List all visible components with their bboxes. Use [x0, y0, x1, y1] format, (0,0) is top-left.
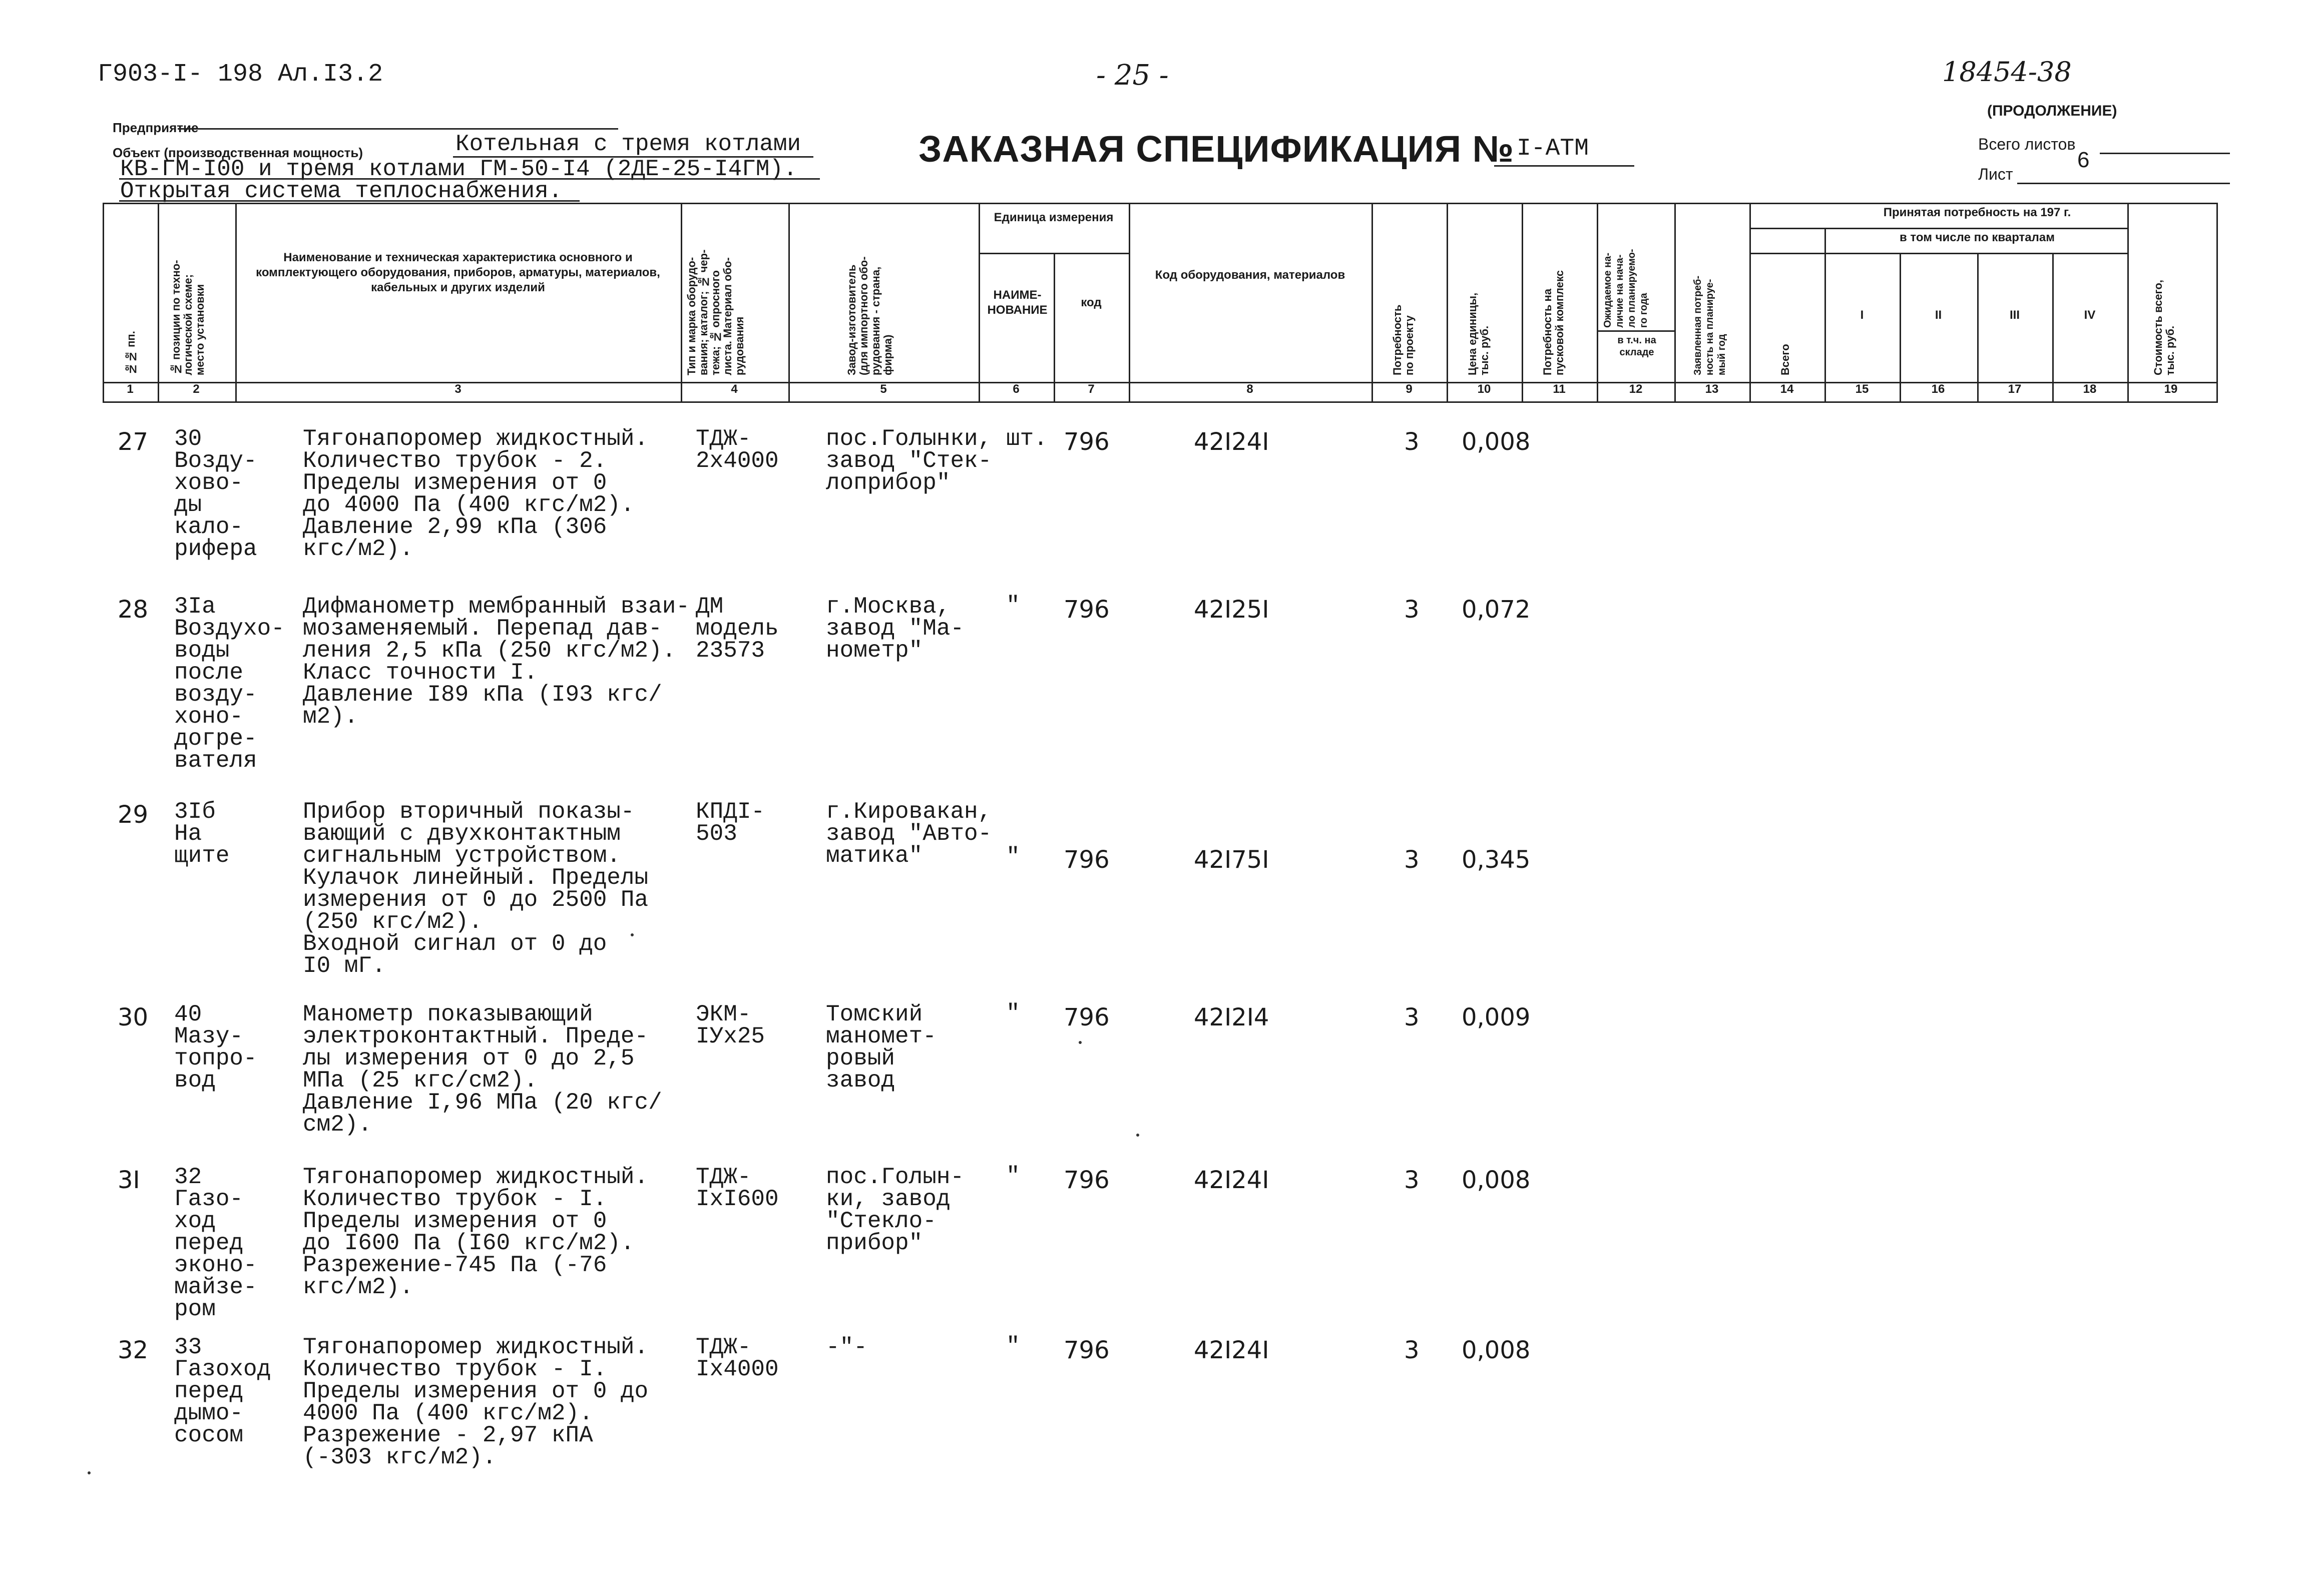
col-divider — [681, 203, 682, 401]
sheet-value: 6 — [2077, 148, 2090, 172]
col-divider — [1749, 203, 1751, 401]
col-header-unit-name: НАИМЕ- НОВАНИЕ — [987, 288, 1048, 317]
object-line-2: КВ-ГМ-I00 и тремя котлами ГМ-50-I4 (2ДЕ-25-I4ГМ). — [120, 156, 797, 182]
cell-n: 32 — [118, 1336, 149, 1364]
column-index-1: 1 — [127, 382, 134, 396]
column-index-17: 17 — [2008, 382, 2022, 396]
cell-name: Тягонапоромер жидкостный. Количество трубок - 2. Пределы измерения от 0 до 4000 Па (400 кгс/м2). Давление 2,99 кПа (306 кгс/м2). — [303, 426, 649, 562]
col-divider — [2127, 203, 2129, 401]
cell-unit-code: 796 — [1064, 1003, 1110, 1031]
cell-code: 42I24I — [1194, 1336, 1269, 1364]
page-title: ЗАКАЗНАЯ СПЕЦИФИКАЦИЯ № — [918, 128, 1515, 170]
col-divider — [158, 203, 159, 401]
col-header-expected: Ожидаемое на- личие на нача- ло планируемо- го года — [1602, 249, 1649, 328]
col-header-type: Тип и марка оборудо- вания; каталог; № чер- тежа; № опросного листа. Материал обо- рудования — [685, 249, 746, 375]
cell-need: 3 — [1404, 428, 1420, 456]
col-header-quarters: в том числе по кварталам — [1899, 231, 2055, 244]
cell-unit: шт. — [1006, 426, 1048, 452]
cell-unit: " — [1006, 844, 1020, 870]
cell-n: 27 — [118, 428, 149, 456]
col-divider — [1900, 253, 1901, 401]
cell-need: 3 — [1404, 846, 1420, 874]
cell-price: 0,072 — [1462, 596, 1531, 624]
col-divider — [979, 203, 980, 401]
column-index-13: 13 — [1705, 382, 1719, 396]
col-header-name: Наименование и техническая характеристика основного и комплектующего оборудования, приборов, арматуры, материалов, кабельных и других изделий — [256, 251, 660, 294]
cell-maker: пос.Голын- ки, завод "Стекло- прибор" — [826, 1164, 965, 1256]
cell-name: Дифманометр мембранный взаи- мозаменяемый. Перепад дав- ления 2,5 кПа (250 кгс/м2). Класс точности I. Давление I89 кПа (I93 кгс/ м2). — [303, 594, 690, 730]
cell-maker: г.Кировакан, завод "Авто- матика" — [826, 799, 992, 869]
total-sheets-label: Всего листов — [1978, 135, 2076, 153]
cell-code: 42I75I — [1194, 846, 1269, 874]
column-index-16: 16 — [1931, 382, 1945, 396]
col-divider — [1129, 203, 1130, 401]
col-divider — [788, 203, 790, 401]
quarters-divider — [1749, 253, 2127, 254]
column-index-2: 2 — [193, 382, 200, 396]
cell-type: ТДЖ- Iх4000 — [696, 1334, 779, 1382]
cell-type: ТДЖ- 2х4000 — [696, 426, 779, 474]
scan-speck — [88, 1471, 91, 1474]
cell-price: 0,008 — [1462, 1336, 1531, 1364]
cell-price: 0,008 — [1462, 1166, 1531, 1194]
col-header-accepted: Принятая потребность на 197 г. — [1883, 206, 2071, 219]
col-header-in-stock: в т.ч. на складе — [1617, 335, 1656, 358]
cell-need: 3 — [1404, 596, 1420, 624]
cell-code: 42I24I — [1194, 1166, 1269, 1194]
cell-unit-code: 796 — [1064, 1166, 1110, 1194]
continuation-label: (ПРОДОЛЖЕНИЕ) — [1987, 103, 2117, 119]
column-index-6: 6 — [1013, 382, 1020, 396]
col-header-declared: Заявленная потреб- ность на планируе- мый год — [1692, 275, 1727, 375]
col-header-position: № позиции по техно- логической схеме; место установки — [170, 260, 206, 375]
object-line-3: Открытая система теплоснабжения. — [120, 178, 563, 204]
cell-unit-code: 796 — [1064, 1336, 1110, 1364]
cell-unit-code: 796 — [1064, 428, 1110, 456]
page-number: - 25 - — [1096, 59, 1169, 92]
cell-n: 29 — [118, 801, 149, 829]
col-divider — [1522, 203, 1523, 401]
col-header-q4: IV — [2084, 308, 2096, 322]
column-index-18: 18 — [2083, 382, 2097, 396]
enterprise-line — [178, 128, 618, 130]
col-header-q3: III — [2009, 308, 2020, 322]
cell-maker: Томский маномет- ровый завод — [826, 1001, 937, 1094]
cell-unit-code: 796 — [1064, 596, 1110, 624]
column-index-10: 10 — [1477, 382, 1491, 396]
cell-pos: 33 Газоход перед дымо- сосом — [174, 1334, 271, 1448]
col-header-unit-code: код — [1081, 296, 1102, 309]
col-divider — [1597, 203, 1598, 401]
cell-pos: 30 Возду- хово- ды кало- рифера — [174, 426, 257, 562]
col-header-need: Потребность по проекту — [1391, 304, 1416, 375]
column-index-4: 4 — [731, 382, 738, 396]
col-header-price: Цена единицы, тыс. руб. — [1466, 292, 1491, 375]
col-divider — [1447, 203, 1448, 401]
object-label: Объект (производственная мощность) — [113, 145, 363, 160]
cell-maker: пос.Голынки, завод "Стек- лоприбор" — [826, 426, 992, 496]
column-index-9: 9 — [1406, 382, 1413, 396]
cell-name: Тягонапоромер жидкостный. Количество трубок - I. Пределы измерения от 0 до I600 Па (I60 кгс/м2). Разрежение-745 Па (-76 кгс/м2). — [303, 1164, 649, 1300]
col-header-q2: II — [1935, 308, 1942, 322]
cell-type: ЭКМ- IУх25 — [696, 1001, 765, 1049]
sheet-label: Лист — [1978, 165, 2013, 183]
cell-unit: " — [1006, 1333, 1020, 1359]
cell-maker: г.Москва, завод "Ма- нометр" — [826, 594, 965, 664]
cell-price: 0,345 — [1462, 846, 1531, 874]
cell-name: Манометр показывающий электроконтактный. Преде- лы измерения от 0 до 2,5 МПа (25 кгс/см2). Давление I,96 МПа (20 кгс/ см2). — [303, 1001, 662, 1138]
cell-n: 30 — [118, 1003, 149, 1031]
column-index-15: 15 — [1855, 382, 1869, 396]
cell-pos: 3Iб На щите — [174, 799, 230, 869]
document-number: 18454-38 — [1942, 56, 2072, 88]
enterprise-label: Предприятие — [113, 120, 199, 135]
col-header-unit: Единица измерения — [994, 211, 1114, 224]
cell-code: 42I25I — [1194, 596, 1269, 624]
specification-number: I-АТМ — [1517, 135, 1589, 162]
cell-type: КПДI- 503 — [696, 799, 765, 847]
column-index-11: 11 — [1553, 382, 1566, 396]
cell-type: ДМ модель 23573 — [696, 594, 779, 664]
column-index-14: 14 — [1780, 382, 1794, 396]
col-divider — [1371, 203, 1373, 401]
cell-need: 3 — [1404, 1003, 1420, 1031]
sheet-line — [2017, 183, 2230, 184]
scan-speck — [631, 933, 634, 936]
cell-pos: 32 Газо- ход перед эконо- майзе- ром — [174, 1164, 257, 1322]
cell-pos: 3Iа Воздухо- воды после возду- хоно- догре- вателя — [174, 594, 285, 774]
cell-price: 0,008 — [1462, 428, 1531, 456]
object-underline-3 — [119, 200, 580, 202]
cell-type: ТДЖ- IхI600 — [696, 1164, 779, 1212]
accepted-divider — [1749, 228, 2127, 229]
column-index-5: 5 — [880, 382, 887, 396]
col-divider — [1054, 253, 1055, 401]
object-line-1: Котельная с тремя котлами — [455, 131, 801, 157]
column-index-8: 8 — [1246, 382, 1253, 396]
col-header-equipment-code: Код оборудования, материалов — [1155, 268, 1345, 282]
cell-maker: -"- — [826, 1334, 867, 1360]
cell-code: 42I24I — [1194, 428, 1269, 456]
cell-name: Тягонапоромер жидкостный. Количество трубок - I. Пределы измерения от 0 до 4000 Па (400 кгс/м2). Разрежение - 2,97 кПА (-303 кгс/м2). — [303, 1334, 649, 1470]
col-header-cost: Стоимость всего, тыс. руб. — [2152, 280, 2176, 375]
col-header-startup-need: Потребность на пусковой комплекс — [1541, 270, 1566, 375]
specification-number-line — [1494, 165, 1634, 167]
cell-n: 3I — [118, 1166, 140, 1194]
stock-divider — [1597, 330, 1674, 332]
cell-pos: 40 Мазу- топро- вод — [174, 1001, 257, 1094]
cell-unit: " — [1006, 593, 1020, 619]
total-sheets-line — [2100, 153, 2230, 154]
cell-code: 42I2I4 — [1194, 1003, 1269, 1031]
col-header-maker: Завод-изготовитель (для импортного обо- рудования - страна, фирма) — [845, 256, 894, 375]
col-divider — [2052, 253, 2054, 401]
cell-unit-code: 796 — [1064, 846, 1110, 874]
cell-n: 28 — [118, 596, 149, 624]
column-index-3: 3 — [454, 382, 462, 396]
cell-unit: " — [1006, 1000, 1020, 1026]
cell-name: Прибор вторичный показы- вающий с двухконтактным сигнальным устройством. Кулачок линейный. Пределы измерения от 0 до 2500 Па (250 кгс/м2). Входной сигнал от 0 до I0 мГ. — [303, 799, 649, 979]
col-header-number: №№ пп. — [125, 331, 137, 375]
unit-divider — [979, 253, 1129, 254]
scan-speck — [1136, 1134, 1139, 1137]
col-header-q1: I — [1860, 308, 1864, 322]
scan-speck — [1079, 1041, 1082, 1044]
column-index-7: 7 — [1088, 382, 1095, 396]
cell-price: 0,009 — [1462, 1003, 1531, 1031]
col-divider — [1977, 253, 1979, 401]
col-divider — [235, 203, 237, 401]
cell-need: 3 — [1404, 1336, 1420, 1364]
column-index-12: 12 — [1629, 382, 1643, 396]
cell-need: 3 — [1404, 1166, 1420, 1194]
document-code: Г903-I- 198 Ал.I3.2 — [98, 60, 383, 89]
column-index-19: 19 — [2164, 382, 2178, 396]
cell-unit: " — [1006, 1163, 1020, 1189]
col-divider — [1674, 203, 1676, 401]
col-header-total: Всего — [1779, 344, 1791, 375]
